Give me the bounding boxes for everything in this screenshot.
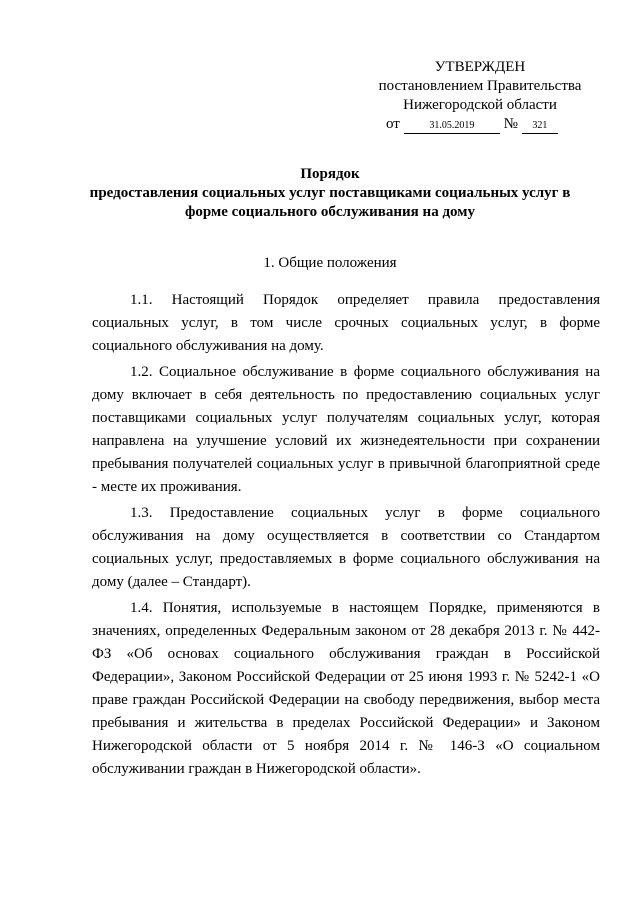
paragraph-1-4: 1.4. Понятия, используемые в настоящем Порядке, применяются в значениях, определенных Федеральным законом от 28 декабря 2013 г. № 442-ФЗ «Об основах социального обслуживания граждан в Российской Федерации», Законом Российской Федерации от 25 июня 1993 г. № 5242-1 «О праве граждан Российской Федерации на свободу передвижения, выбор места пребывания и жительства в пределах Российской Федерации» и Законом Нижегородской области от 5 ноября 2014 г. № 146-З «О социальном обслуживании граждан в Нижегородской области». — [92, 600, 600, 777]
paragraph-1-1: 1.1. Настоящий Порядок определяет правила предоставления социальных услуг, в том числе срочных социальных услуг, в форме социального обслуживания на дому. — [92, 292, 600, 354]
date-number-row — [386, 115, 610, 134]
document-title — [80, 165, 580, 222]
decree-number: 321 — [522, 119, 558, 134]
title-line-1: Порядок — [300, 166, 360, 182]
approved-label: УТВЕРЖДЕН — [434, 59, 526, 75]
title-line-2: предоставления социальных услуг поставщиками социальных услуг в форме социального обслуживания на дому — [89, 185, 571, 220]
from-label: от — [386, 116, 400, 132]
section-heading: 1. Общие положения — [263, 255, 397, 271]
approved-region-line: Нижегородской области — [403, 97, 557, 113]
number-label: № — [503, 116, 518, 132]
body-text — [92, 289, 600, 784]
decree-date: 31.05.2019 — [404, 119, 500, 134]
approval-stamp — [350, 58, 610, 134]
paragraph-1-3: 1.3. Предоставление социальных услуг в форме социального обслуживания на дому осуществляется в соответствии со Стандартом социальных услуг, предоставляемых в форме социального обслуживания на дому (далее – Стандарт). — [92, 505, 600, 590]
paragraph-1-2: 1.2. Социальное обслуживание в форме социального обслуживания на дому включает в себя деятельность по предоставлению социальных услуг поставщиками социальных услуг получателям социальных услуг, которая направлена на улучшение условий их жизнедеятельности при сохранении пребывания получателей социальных услуг в привычной благоприятной среде - месте их проживания. — [92, 364, 600, 495]
approved-by-line: постановлением Правительства — [378, 78, 582, 94]
